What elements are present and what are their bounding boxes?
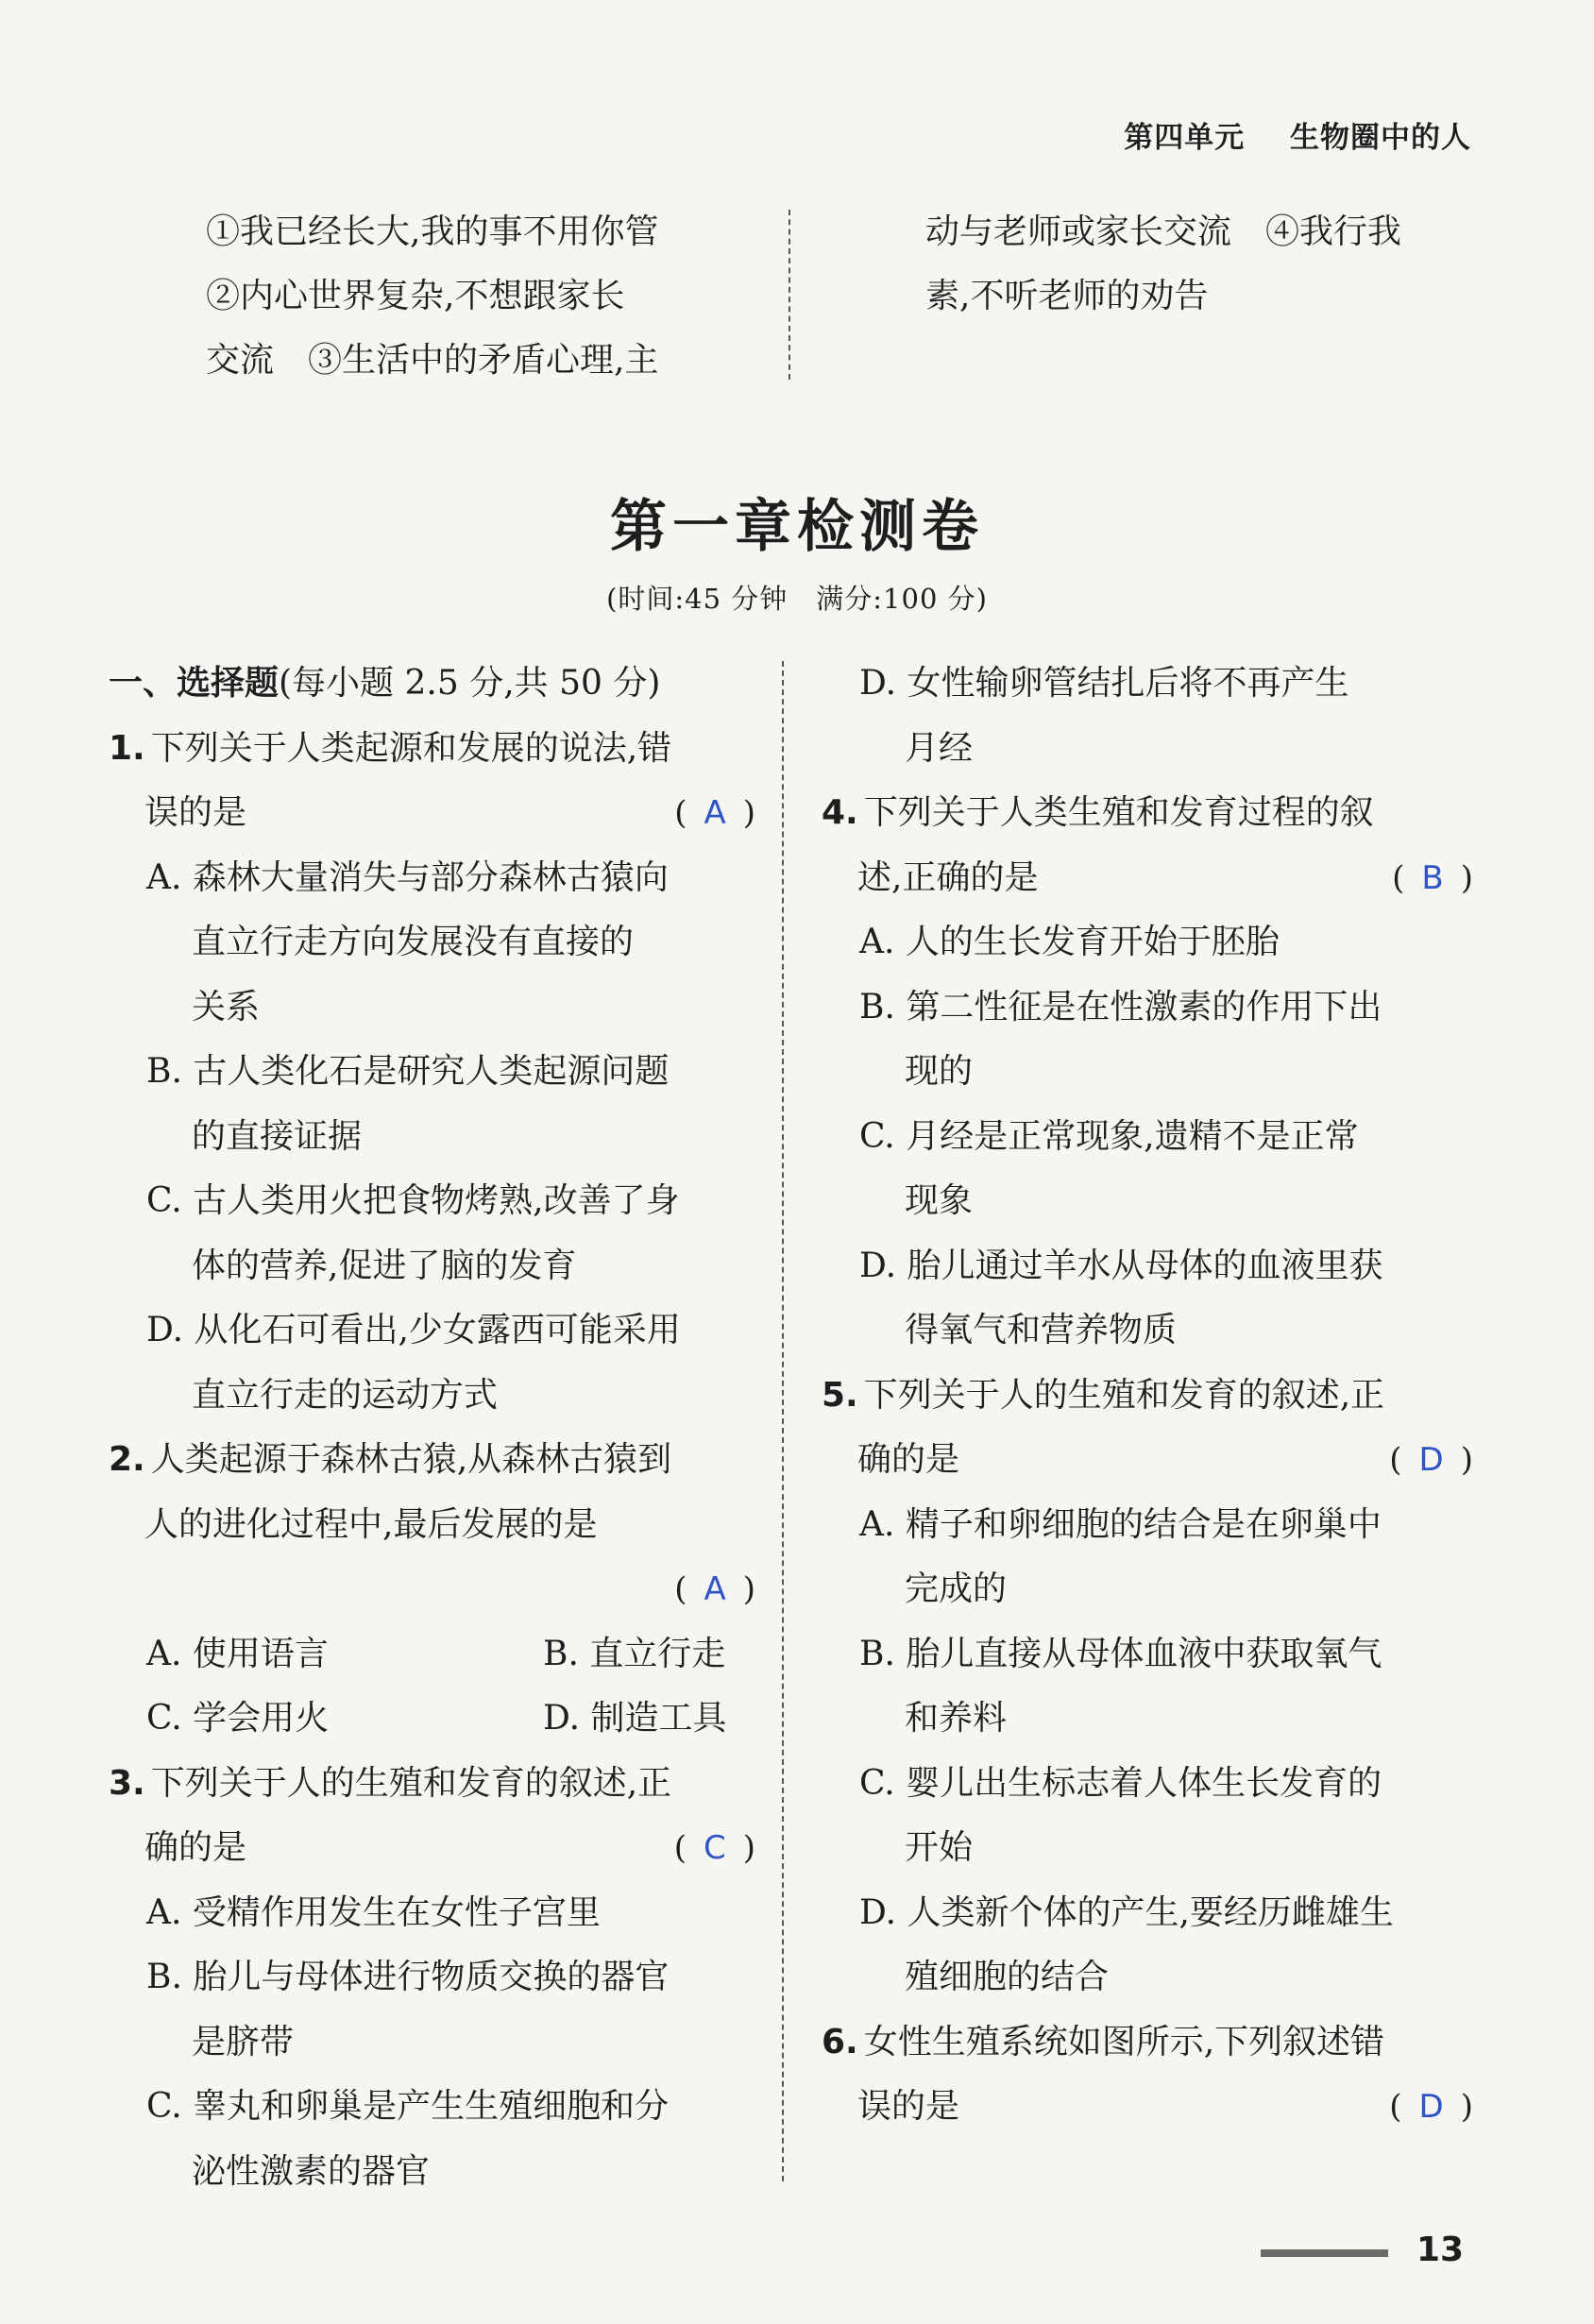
footer-bar [1261, 2249, 1388, 2257]
question-5: 5. 下列关于人的生殖和发育的叙述,正 [822, 1375, 1385, 1415]
option-cont: 现象 [905, 1181, 974, 1220]
option: A. 使用语言 [146, 1634, 329, 1673]
option-cont: 是脐带 [192, 2022, 295, 2061]
text-line: 交流 ③生活中的矛盾心理,主 [206, 341, 659, 380]
option: B. 胎儿直接从母体血液中获取氧气 [859, 1634, 1382, 1673]
answer-letter: D [1418, 2088, 1444, 2126]
option-cont: 现的 [905, 1052, 974, 1091]
option: A. 精子和卵细胞的结合是在卵巢中 [859, 1504, 1382, 1544]
text-line: 动与老师或家长交流 ④我行我 [925, 212, 1402, 251]
page-number: 13 [1416, 2231, 1465, 2269]
section-heading: 一、选择题(每小题 2.5 分,共 50 分) [109, 664, 661, 703]
option: D. 从化石可看出,少女露西可能采用 [146, 1311, 681, 1349]
option-cont: 直立行走的运动方式 [192, 1375, 499, 1415]
option-cont: 完成的 [905, 1569, 1008, 1608]
answer-letter: C [703, 1829, 726, 1867]
text-line: ②内心世界复杂,不想跟家长 [206, 277, 625, 315]
page-title: 第一章检测卷 [610, 494, 984, 560]
continued-options-left [206, 200, 754, 393]
answer-line [109, 1557, 755, 1622]
option: B. 第二性征是在性激素的作用下出 [859, 987, 1382, 1026]
option: B. 胎儿与母体进行物质交换的器官 [146, 1958, 670, 1996]
option: A. 人的生长发育开始于胚胎 [859, 923, 1280, 961]
option-cont: 的直接证据 [192, 1116, 363, 1156]
answer-slot: ( A ) [674, 794, 755, 832]
option-cont: 直立行走方向发展没有直接的 [192, 923, 635, 961]
answer-letter: A [704, 794, 726, 832]
text-line: 素,不听老师的劝告 [925, 277, 1209, 315]
question-2: 2. 人类起源于森林古猿,从森林古猿到 [109, 1440, 672, 1479]
answer-letter: B [1421, 858, 1444, 897]
option: C. 古人类用火把食物烤熟,改善了身 [146, 1181, 680, 1220]
question-4: 4. 下列关于人类生殖和发育过程的叙 [822, 793, 1374, 832]
answer-slot: ( A ) [674, 1570, 755, 1608]
option: C. 婴儿出生标志着人体生长发育的 [859, 1763, 1382, 1803]
answer-slot: ( D ) [1389, 1441, 1473, 1479]
option-cont: 和养料 [905, 1699, 1008, 1738]
question-number: 5. [822, 1375, 858, 1415]
option: D. 人类新个体的产生,要经历雌雄生 [859, 1892, 1394, 1932]
answer-letter: A [704, 1570, 726, 1608]
column-divider [782, 661, 784, 2181]
question-number: 3. [109, 1763, 145, 1803]
option: C. 月经是正常现象,遗精不是正常 [859, 1116, 1359, 1156]
option-cont: 月经 [905, 728, 974, 768]
option-cont: 关系 [192, 987, 261, 1026]
topic-label: 生物圈中的人 [1290, 121, 1471, 155]
option: D. 女性输卵管结扎后将不再产生 [859, 664, 1349, 703]
option: A. 森林大量消失与部分森林古猿向 [146, 857, 669, 897]
question-3: 3. 下列关于人的生殖和发育的叙述,正 [109, 1763, 672, 1803]
option-cont: 得氧气和营养物质 [905, 1311, 1178, 1349]
question-number: 6. [822, 2022, 858, 2061]
answer-slot: ( C ) [673, 1829, 755, 1867]
question-2-cont: 人的进化过程中,最后发展的是 [144, 1504, 598, 1544]
option: B. 直立行走 [543, 1634, 726, 1673]
option-cont: 泌性激素的器官 [192, 2151, 431, 2191]
question-4-cont: 述,正确的是 ( B ) [822, 846, 1473, 911]
question-5-cont: 确的是 ( D ) [822, 1428, 1473, 1493]
option-cont: 体的营养,促进了脑的发育 [192, 1246, 577, 1285]
question-3-cont: 确的是 ( C ) [109, 1816, 755, 1881]
section-note: (每小题 2.5 分,共 50 分) [279, 664, 661, 703]
option: C. 学会用火 [146, 1699, 330, 1738]
option-row [109, 1687, 755, 1752]
running-header [1090, 113, 1471, 156]
exam-time-info: (时间:45 分钟 满分:100 分) [606, 583, 988, 615]
option-cont: 开始 [905, 1828, 974, 1867]
continued-options-right [925, 200, 1483, 329]
option-row [109, 1622, 755, 1688]
right-column [822, 652, 1473, 2140]
answer-letter: D [1418, 1441, 1444, 1479]
question-number: 2. [109, 1440, 145, 1479]
answer-slot: ( D ) [1389, 2088, 1473, 2126]
option: B. 古人类化石是研究人类起源问题 [146, 1052, 670, 1091]
option: A. 受精作用发生在女性子宫里 [146, 1892, 601, 1932]
question-number: 4. [822, 793, 858, 832]
option-cont: 殖细胞的结合 [905, 1958, 1110, 1996]
text-line: ①我已经长大,我的事不用你管 [206, 212, 659, 251]
option: C. 睾丸和卵巢是产生生殖细胞和分 [146, 2087, 670, 2126]
question-6-cont: 误的是 ( D ) [822, 2075, 1473, 2140]
left-column [109, 652, 755, 2204]
question-1-cont: 误的是 ( A ) [109, 781, 755, 846]
option: D. 胎儿通过羊水从母体的血液里获 [859, 1246, 1383, 1285]
question-6: 6. 女性生殖系统如图所示,下列叙述错 [822, 2022, 1385, 2061]
option: D. 制造工具 [543, 1699, 727, 1738]
unit-label: 第四单元 [1124, 121, 1246, 155]
question-1: 1. 下列关于人类起源和发展的说法,错 [109, 728, 672, 768]
answer-slot: ( B ) [1392, 858, 1473, 897]
question-number: 1. [109, 728, 145, 768]
column-divider [789, 210, 790, 380]
